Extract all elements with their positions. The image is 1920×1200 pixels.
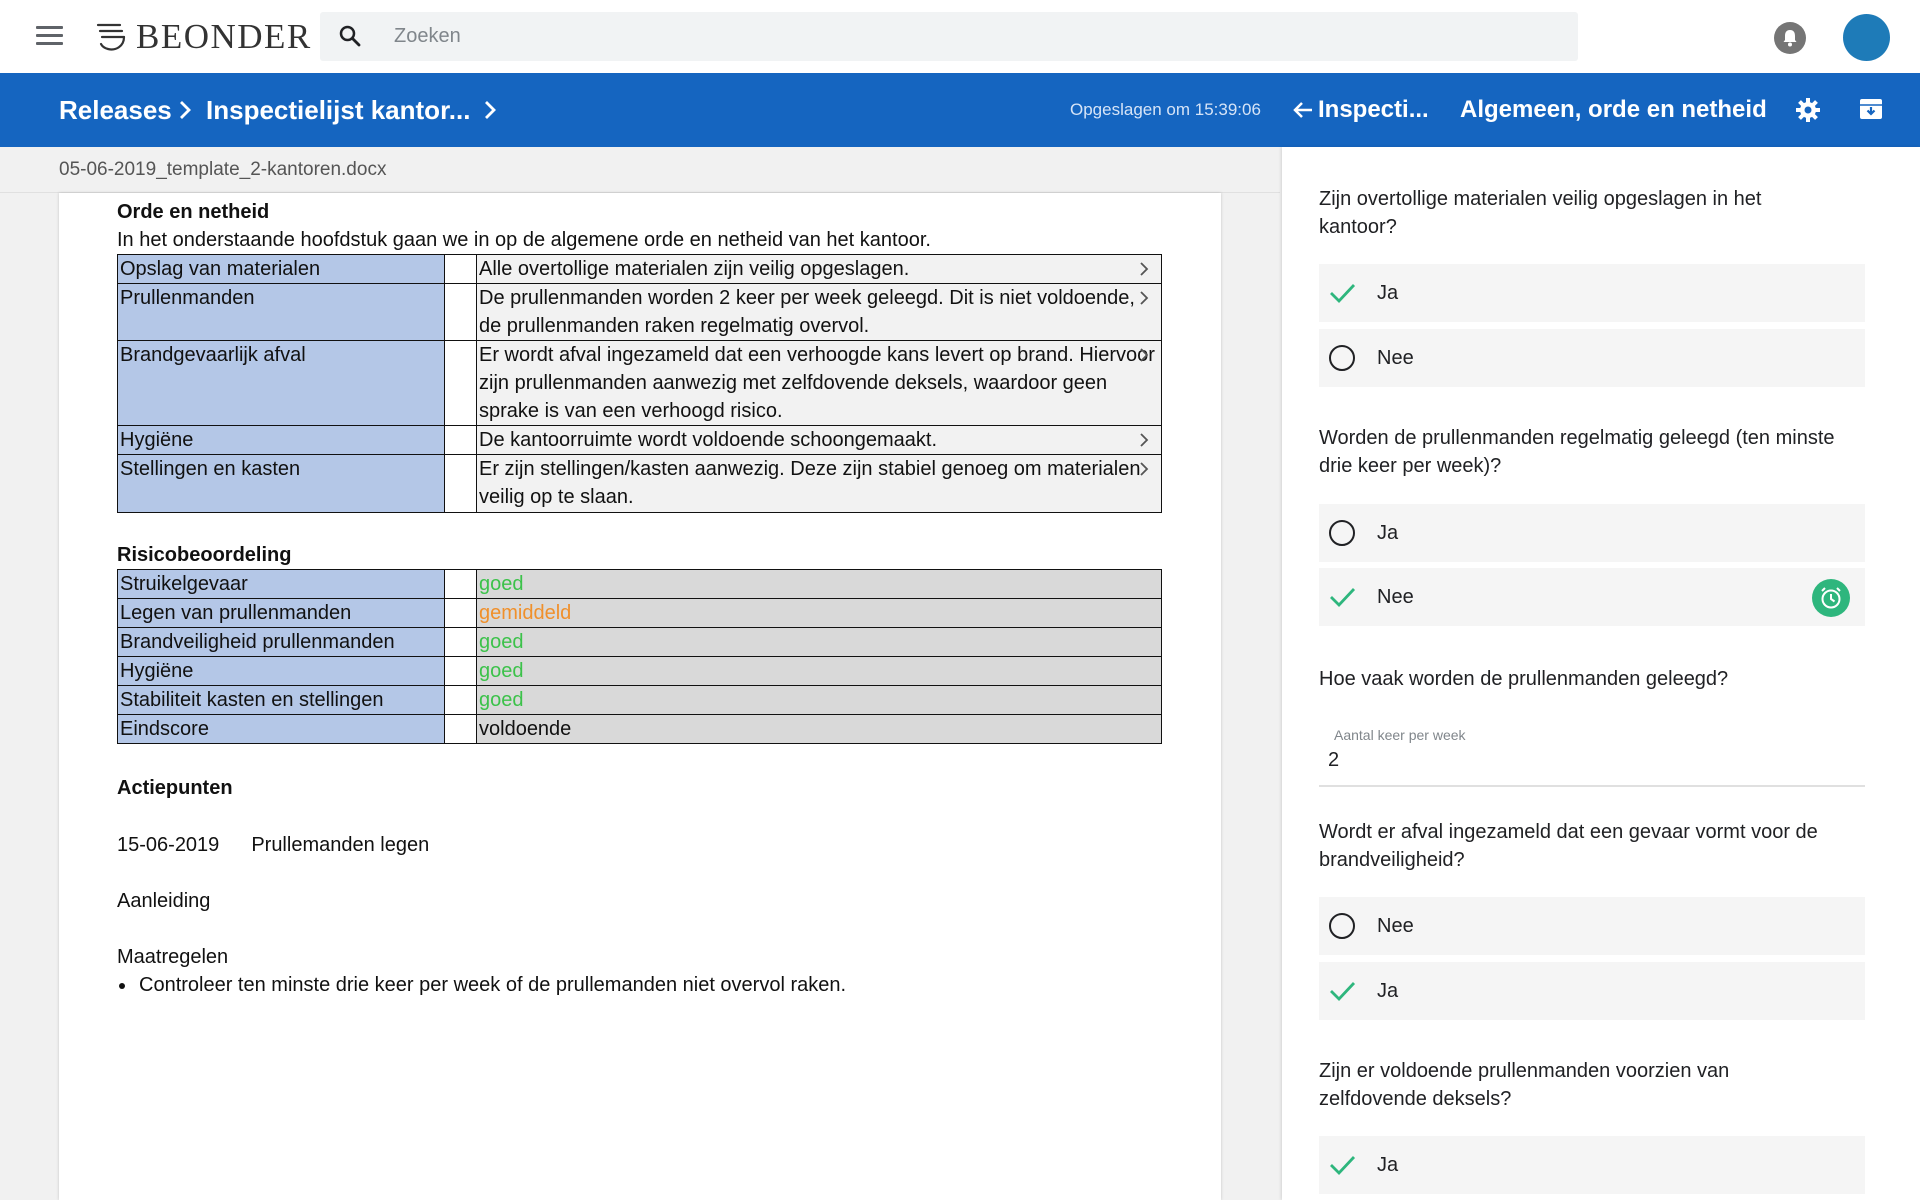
row-label: Prullenmanden: [118, 284, 445, 341]
row-label: Hygiëne: [118, 426, 445, 455]
risk-value: goed: [477, 628, 1162, 657]
risk-value: goed: [477, 657, 1162, 686]
logo[interactable]: [94, 16, 312, 58]
top-bar: [0, 0, 1920, 73]
action-text: Prullemanden legen: [251, 834, 430, 856]
menu-icon[interactable]: [36, 26, 63, 46]
risk-table: [117, 569, 1162, 744]
q2-option-ja[interactable]: Ja: [1319, 504, 1865, 562]
avatar[interactable]: [1843, 14, 1890, 61]
checkmark-icon: [1328, 279, 1356, 307]
action-date: 15-06-2019: [117, 834, 220, 856]
chevron-right-icon[interactable]: [479, 99, 501, 121]
chevron-right-icon[interactable]: [1137, 433, 1151, 447]
radio-empty-icon: [1329, 345, 1355, 371]
header-bar: [0, 73, 1920, 147]
q5-option-ja[interactable]: Ja: [1319, 1136, 1865, 1194]
archive-icon[interactable]: [1858, 96, 1884, 122]
row-text: De kantoorruimte wordt voldoende schoongemaakt.: [479, 429, 938, 451]
document-filename: 05-06-2019_template_2-kantoren.docx: [0, 147, 1280, 193]
risk-label: Stabiliteit kasten en stellingen: [118, 686, 445, 715]
search-icon[interactable]: [338, 24, 362, 48]
notification-bell-icon[interactable]: [1774, 22, 1806, 54]
table-row: [118, 628, 1162, 657]
radio-empty-icon: [1329, 913, 1355, 939]
aanleiding-label: Aanleiding: [117, 890, 211, 912]
question-5: Zijn er voldoende prullenmanden voorzien van zelfdovende deksels?: [1319, 1060, 1730, 1110]
breadcrumb-releases[interactable]: Releases: [59, 95, 172, 125]
table-row[interactable]: [118, 255, 1162, 284]
q4-option-nee[interactable]: Nee: [1319, 897, 1865, 955]
row-text: Alle overtollige materialen zijn veilig opgeslagen.: [479, 258, 910, 280]
checkmark-icon: [1328, 977, 1356, 1005]
section-intro: In het onderstaande hoofdstuk gaan we in op de algemene orde en netheid van het kantoor.: [117, 229, 931, 251]
arrow-back-icon[interactable]: [1292, 98, 1314, 122]
checkmark-icon: [1328, 583, 1356, 611]
times-per-week-field[interactable]: [1319, 719, 1865, 787]
radio-empty-icon: [1329, 520, 1355, 546]
risk-label: Struikelgevaar: [118, 570, 445, 599]
row-text: Er zijn stellingen/kasten aanwezig. Deze zijn stabiel genoeg om materialen veilig op te slaan.: [479, 458, 1141, 508]
q4-option-ja[interactable]: Ja: [1319, 962, 1865, 1020]
row-label: Stellingen en kasten: [118, 455, 445, 513]
chevron-right-icon[interactable]: [1137, 462, 1151, 476]
question-3: Hoe vaak worden de prullenmanden geleegd?: [1319, 668, 1729, 690]
table-row: [118, 715, 1162, 744]
maatregelen-label: Maatregelen: [117, 946, 229, 968]
risk-label: Legen van prullenmanden: [118, 599, 445, 628]
table-row: [118, 657, 1162, 686]
table-row: [118, 599, 1162, 628]
question-2: Worden de prullenmanden regelmatig geleegd (ten minste drie keer per week)?: [1319, 427, 1835, 477]
checkmark-icon: [1328, 1151, 1356, 1179]
row-label: Opslag van materialen: [118, 255, 445, 284]
chevron-right-icon[interactable]: [1137, 262, 1151, 276]
panel-back-link[interactable]: Inspecti...: [1318, 96, 1429, 123]
row-text: Er wordt afval ingezameld dat een verhoogde kans levert op brand. Hiervoor zijn prullenmanden aanwezig met zelfdovende deksels, waardoor geen sprake is van een verhoogd risico.: [479, 344, 1155, 422]
table-row[interactable]: [118, 426, 1162, 455]
risk-value: goed: [477, 570, 1162, 599]
logo-mark-icon: [94, 19, 130, 55]
section-title-risico: Risicobeoordeling: [117, 544, 292, 566]
table-row[interactable]: [118, 455, 1162, 513]
row-label: Brandgevaarlijk afval: [118, 341, 445, 426]
saved-status: Opgeslagen om 15:39:06: [1070, 100, 1261, 119]
table-row[interactable]: [118, 341, 1162, 426]
q1-option-ja[interactable]: Ja: [1319, 264, 1865, 322]
search-input[interactable]: [392, 12, 1542, 61]
chevron-right-icon[interactable]: [1137, 291, 1151, 305]
panel-title: Algemeen, orde en netheid: [1460, 96, 1767, 123]
risk-value: goed: [477, 686, 1162, 715]
risk-value: gemiddeld: [477, 599, 1162, 628]
table-row[interactable]: [118, 284, 1162, 341]
risk-label: Eindscore: [118, 715, 445, 744]
bullet-dot: [119, 983, 125, 989]
question-panel: [1282, 147, 1920, 1200]
risk-label: Brandveiligheid prullenmanden: [118, 628, 445, 657]
breadcrumb-inspectielijst[interactable]: Inspectielijst kantor...: [206, 95, 471, 125]
section-title-actiepunten: Actiepunten: [117, 777, 233, 799]
action-item: [117, 831, 1167, 859]
gear-icon[interactable]: [1794, 96, 1822, 124]
field-label: Aantal keer per week: [1334, 727, 1466, 743]
chevron-right-icon[interactable]: [1137, 348, 1151, 362]
document-page: [59, 193, 1221, 1200]
q2-option-nee[interactable]: Nee: [1319, 568, 1865, 626]
times-per-week-input[interactable]: [1328, 749, 1828, 772]
risk-value: voldoende: [477, 715, 1162, 744]
search-bar[interactable]: [320, 12, 1578, 61]
chevron-right-icon: [174, 99, 196, 121]
q1-option-nee[interactable]: Nee: [1319, 329, 1865, 387]
section-title-orde: Orde en netheid: [117, 201, 270, 223]
logo-text: BEONDER: [136, 17, 312, 56]
findings-table: [117, 254, 1162, 513]
alarm-clock-icon[interactable]: [1812, 579, 1850, 617]
row-text: De prullenmanden worden 2 keer per week geleegd. Dit is niet voldoende, de prullenmanden raken regelmatig overvol.: [479, 287, 1135, 337]
risk-label: Hygiëne: [118, 657, 445, 686]
table-row: [118, 570, 1162, 599]
question-4: Wordt er afval ingezameld dat een gevaar vormt voor de brandveiligheid?: [1319, 821, 1818, 871]
question-1: Zijn overtollige materialen veilig opgeslagen in het kantoor?: [1319, 188, 1762, 238]
table-row: [118, 686, 1162, 715]
bullet-item: Controleer ten minste drie keer per week of de prullemanden niet overvol raken.: [117, 971, 1167, 999]
